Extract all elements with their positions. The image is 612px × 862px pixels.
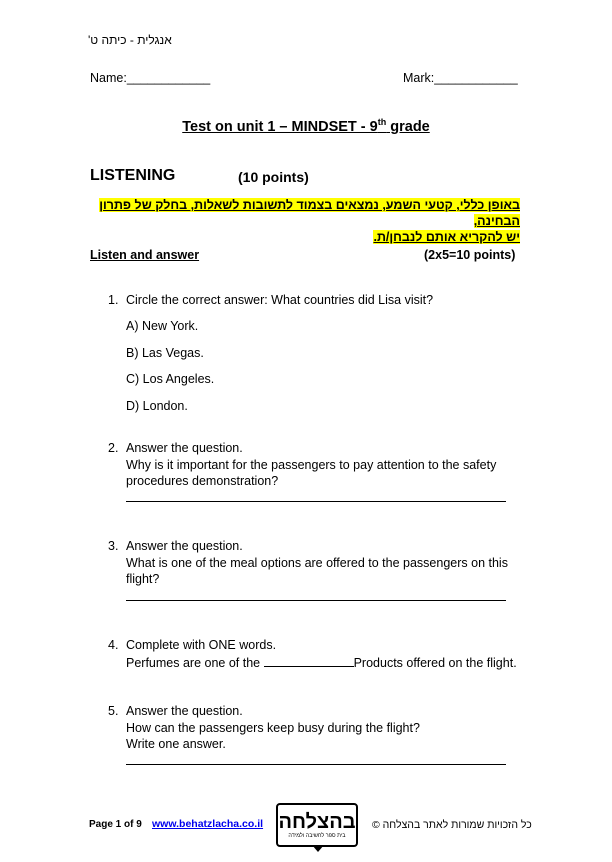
title-suffix: grade xyxy=(386,118,430,135)
notice-second-line: יש להקריא אותם לנבחן/ת. xyxy=(373,230,520,244)
question-number: 1. xyxy=(108,293,119,307)
website-link[interactable]: www.behatzlacha.co.il xyxy=(152,818,264,830)
question-instruction: Answer the question. xyxy=(126,539,243,553)
mark-field: Mark:____________ xyxy=(403,71,518,85)
subject-grade-header: אנגלית - כיתה ט' xyxy=(88,33,172,47)
section-name: LISTENING xyxy=(90,167,176,184)
question-text xyxy=(126,654,528,672)
option-d[interactable]: D) London. xyxy=(126,399,188,413)
question-text: What is one of the meal options are offered to the passengers on this xyxy=(126,555,508,570)
fill-in-blank[interactable] xyxy=(264,654,354,667)
answer-line-5[interactable] xyxy=(126,764,506,765)
question-text-continued: procedures demonstration? xyxy=(126,474,279,488)
option-b[interactable]: B) Las Vegas. xyxy=(126,346,204,360)
answer-line-3[interactable] xyxy=(126,600,506,601)
question-1 xyxy=(108,292,528,309)
answer-line-2[interactable] xyxy=(126,501,506,502)
question-text-continued: Write one answer. xyxy=(126,737,226,751)
question-3 xyxy=(108,538,528,588)
option-a[interactable]: A) New York. xyxy=(126,319,199,333)
subsection-points: (2x5=10 points) xyxy=(424,248,516,262)
question-text: Circle the correct answer: What countries did Lisa visit? xyxy=(126,293,434,307)
question-5 xyxy=(108,703,528,753)
question-instruction: Answer the question. xyxy=(126,704,243,718)
sentence-before-blank: Perfumes are one of the xyxy=(126,655,264,670)
name-field: Name:____________ xyxy=(90,71,211,85)
section-points: (10 points) xyxy=(238,169,309,185)
question-number: 2. xyxy=(108,441,119,455)
question-instruction: Answer the question. xyxy=(126,441,243,455)
notice-highlighted: באופן כללי, קטעי השמע, נמצאים בצמוד לתשובות לשאלות, בחלק של פתרון הבחינה, xyxy=(99,198,520,228)
question-2 xyxy=(108,440,528,490)
question-text-continued: flight? xyxy=(126,572,160,586)
teacher-notice xyxy=(88,197,520,245)
brand-logo xyxy=(276,803,358,847)
logo-tagline: בית ספר לחשיבה ולמידה xyxy=(288,833,346,839)
copyright-notice: כל הזכויות שמורות לאתר בהצלחה © xyxy=(372,819,532,831)
question-number: 5. xyxy=(108,704,119,718)
title-text: Test on unit 1 – MINDSET - 9 xyxy=(182,118,378,135)
title-superscript: th xyxy=(377,117,387,127)
page-number: Page 1 of 9 xyxy=(89,819,142,830)
question-number: 3. xyxy=(108,539,119,553)
question-number: 4. xyxy=(108,638,119,652)
question-text: Why is it important for the passengers to pay attention to the safety xyxy=(126,457,497,472)
question-instruction: Complete with ONE words. xyxy=(126,638,277,652)
question-4 xyxy=(108,637,528,671)
test-title xyxy=(0,117,612,135)
sentence-after-blank: Products offered on the flight. xyxy=(353,655,517,670)
option-c[interactable]: C) Los Angeles. xyxy=(126,372,215,386)
question-text: How can the passengers keep busy during the flight? xyxy=(126,720,420,735)
subsection-title: Listen and answer xyxy=(90,248,200,262)
logo-text: בהצלחה xyxy=(278,811,356,833)
